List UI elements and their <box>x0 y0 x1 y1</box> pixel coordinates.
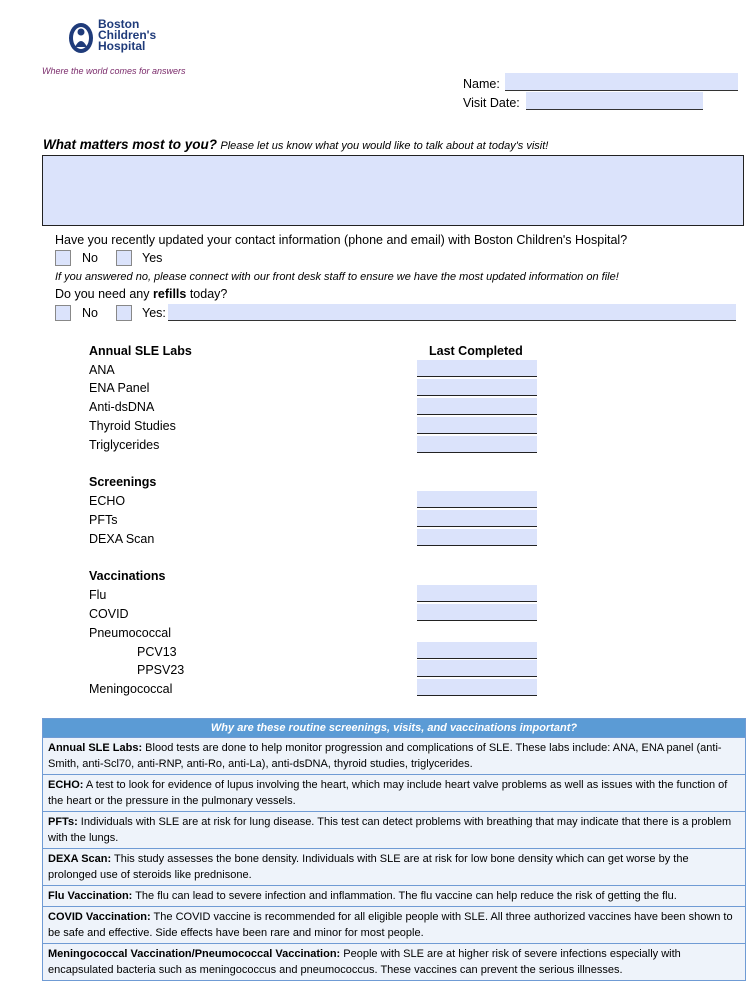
last-completed-field[interactable] <box>417 491 537 508</box>
lab-item: ANA <box>89 363 115 377</box>
lab-item: Thyroid Studies <box>89 419 176 433</box>
labs-title: Annual SLE Labs <box>89 344 192 358</box>
info-row <box>43 811 745 848</box>
lab-item: Anti-dsDNA <box>89 400 155 414</box>
info-row-title: PFTs: <box>48 816 78 828</box>
what-matters-textbox[interactable] <box>42 155 744 226</box>
info-table-heading: Why are these routine screenings, visits, and vaccinations important? <box>43 719 745 737</box>
last-completed-field[interactable] <box>417 604 537 621</box>
vaccination-item: Flu <box>89 588 107 602</box>
info-row-title: Flu Vaccination: <box>48 890 133 902</box>
visit-date-label: Visit Date: <box>463 96 520 110</box>
vaccination-item: PPSV23 <box>137 663 185 677</box>
info-row <box>43 885 745 906</box>
last-completed-field[interactable] <box>417 360 537 377</box>
info-row-text: A test to look for evidence of lupus involving the heart, which may include heart valve problems as well as issues with the function of the heart or the pressure in the pulmonary vessels. <box>48 779 728 807</box>
refills-yes-checkbox[interactable] <box>116 305 132 321</box>
info-row-title: Meningococcal Vaccination/Pneumococcal Vaccination: <box>48 948 341 960</box>
last-completed-field[interactable] <box>417 417 537 434</box>
hospital-logo-icon <box>67 21 95 55</box>
info-row <box>43 737 745 774</box>
contact-note: If you answered no, please connect with our front desk staff to ensure we have the most updated information on file! <box>55 271 619 283</box>
last-completed-field[interactable] <box>417 660 537 677</box>
info-row-title: DEXA Scan: <box>48 853 112 865</box>
refills-question-pre: Do you need any <box>55 287 153 301</box>
contact-yes-checkbox[interactable] <box>116 250 132 266</box>
info-row-title: COVID Vaccination: <box>48 911 151 923</box>
screening-item: ECHO <box>89 494 126 508</box>
info-row <box>43 906 745 943</box>
last-completed-field[interactable] <box>417 398 537 415</box>
refills-field[interactable] <box>168 304 736 321</box>
logo-line-3: Hospital <box>98 39 146 53</box>
last-completed-field[interactable] <box>417 585 537 602</box>
last-completed-header: Last Completed <box>429 344 523 358</box>
last-completed-field[interactable] <box>417 379 537 396</box>
screening-item: PFTs <box>89 513 118 527</box>
info-row-title: ECHO: <box>48 779 84 791</box>
what-matters-heading <box>43 137 548 152</box>
vaccination-item: Pneumococcal <box>89 626 171 640</box>
contact-question: Have you recently updated your contact information (phone and email) with Boston Children's Hospital? <box>55 233 628 247</box>
contact-yes-label: Yes <box>142 251 163 265</box>
name-label: Name: <box>463 77 500 91</box>
refills-yes-label: Yes: <box>142 306 166 320</box>
refills-question-post: today? <box>186 287 228 301</box>
last-completed-field[interactable] <box>417 436 537 453</box>
info-row-text: Individuals with SLE are at risk for lung disease. This test can detect problems with breathing that may indicate that there is a problem with the lungs. <box>48 816 732 844</box>
screening-item: DEXA Scan <box>89 532 155 546</box>
contact-no-label: No <box>82 251 98 265</box>
lab-item: Triglycerides <box>89 438 160 452</box>
refills-question <box>55 287 227 301</box>
tagline: Where the world comes for answers <box>42 66 186 76</box>
what-matters-subtitle: Please let us know what you would like to talk about at today's visit! <box>220 140 549 152</box>
info-row <box>43 943 745 980</box>
info-row-text: The COVID vaccine is recommended for all eligible people with SLE. All three authorized vaccines have been shown to be safe and effective. Side effects have been rare and minor for most people. <box>48 911 733 939</box>
what-matters-title: What matters most to you? <box>43 137 218 152</box>
vaccination-item: COVID <box>89 607 129 621</box>
info-row-text: This study assesses the bone density. Individuals with SLE are at risk for low bone density which can get worse by the prolonged use of steroids like prednisone. <box>48 853 689 881</box>
vaccinations-title: Vaccinations <box>89 569 166 583</box>
info-row-text: People with SLE are at higher risk of severe infections especially with encapsulated bacteria such as meningococcus and pneumococcus. These vaccines can prevent the serious illnesses. <box>48 948 681 976</box>
info-row-text: The flu can lead to severe infection and inflammation. The flu vaccine can help reduce the risk of getting the flu. <box>132 890 677 902</box>
refills-question-bold: refills <box>153 287 187 301</box>
lab-item: ENA Panel <box>89 381 150 395</box>
refills-no-label: No <box>82 306 98 320</box>
vaccination-item: PCV13 <box>137 645 177 659</box>
logo-line-2: Children's <box>98 28 157 42</box>
refills-no-checkbox[interactable] <box>55 305 71 321</box>
last-completed-field[interactable] <box>417 510 537 527</box>
last-completed-field[interactable] <box>417 642 537 659</box>
name-field[interactable] <box>505 73 738 91</box>
contact-no-checkbox[interactable] <box>55 250 71 266</box>
info-row <box>43 848 745 885</box>
screenings-title: Screenings <box>89 475 157 489</box>
info-row-text: Blood tests are done to help monitor progression and complications of SLE. These labs include: ANA, ENA panel (anti-Smith, anti-Scl70, anti-RNP, anti-Ro, anti-La), anti-dsDNA, thyroid studies, triglycerides. <box>48 742 722 770</box>
logo-line-1: Boston <box>98 17 140 31</box>
hospital-logo-text <box>98 19 156 52</box>
last-completed-field[interactable] <box>417 529 537 546</box>
visit-date-field[interactable] <box>526 92 703 110</box>
info-table <box>42 718 746 981</box>
info-row-title: Annual SLE Labs: <box>48 742 143 754</box>
last-completed-field[interactable] <box>417 679 537 696</box>
info-row <box>43 774 745 811</box>
vaccination-item: Meningococcal <box>89 682 173 696</box>
